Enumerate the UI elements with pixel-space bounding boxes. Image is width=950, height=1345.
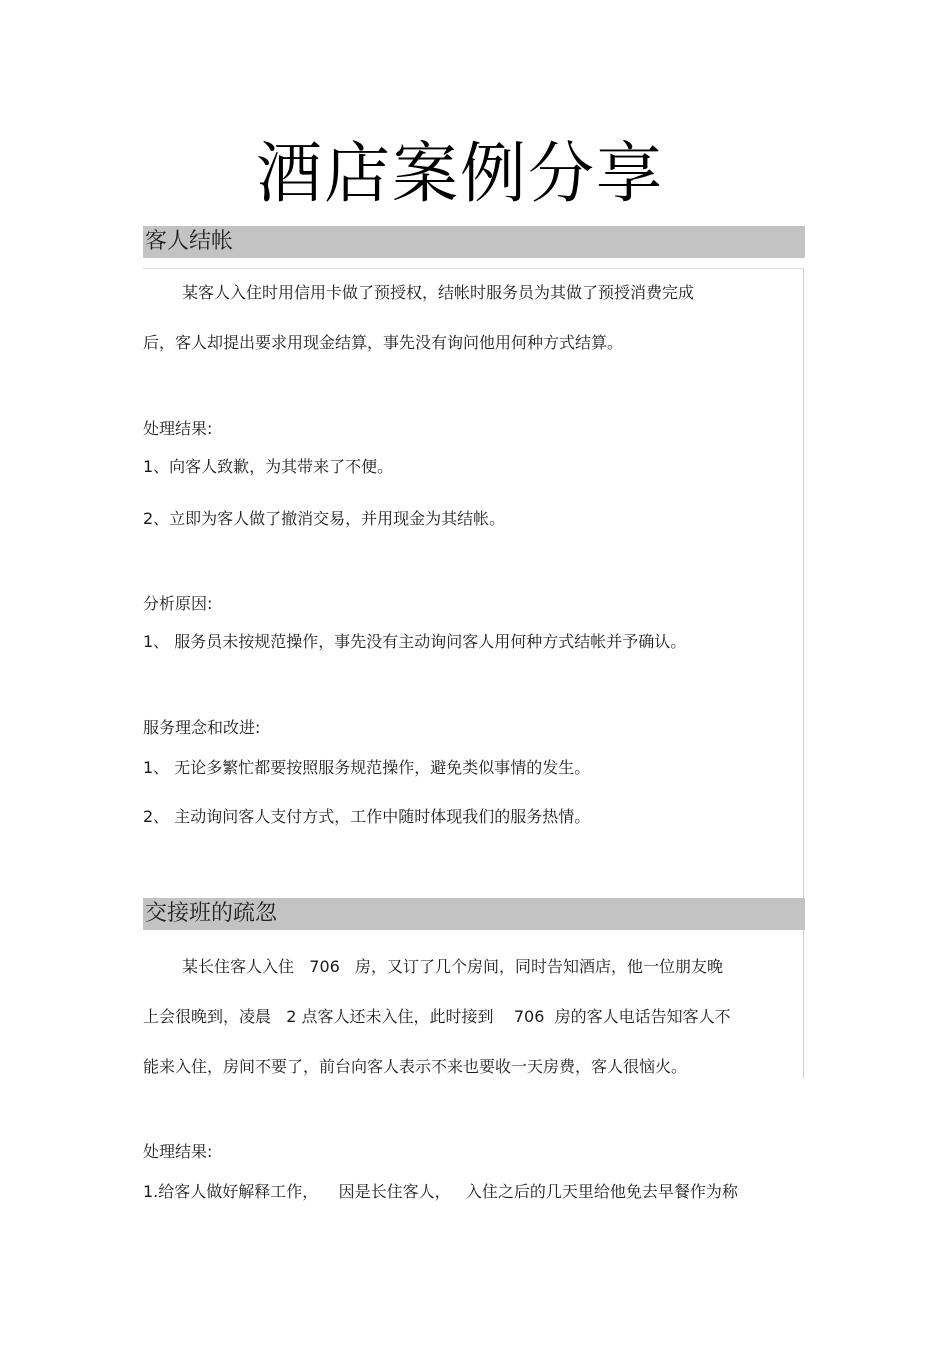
result-item: 1、向客人致歉，为其带来了不便。 xyxy=(143,457,394,476)
section-box-checkout xyxy=(143,268,804,899)
section-heading-shift-handover: 交接班的疏忽 xyxy=(143,898,805,930)
reason-item: 1、 服务员未按规范操作，事先没有主动询问客人用何种方式结帐并予确认。 xyxy=(143,632,687,651)
reason-label: 分析原因: xyxy=(143,594,213,613)
section-heading-checkout: 客人结帐 xyxy=(143,226,805,258)
document-title: 酒店案例分享 xyxy=(256,135,664,212)
improve-item: 2、 主动询问客人支付方式，工作中随时体现我们的服务热情。 xyxy=(143,807,591,826)
improve-label: 服务理念和改进: xyxy=(143,718,261,737)
paragraph-line: 某客人入住时用信用卡做了预授权，结帐时服务员为其做了预授消费完成 xyxy=(182,283,695,302)
result-item: 2、立即为客人做了撤消交易，并用现金为其结帐。 xyxy=(143,509,506,528)
paragraph-line: 上会很晚到，凌晨 2 点客人还未入住，此时接到 706 房的客人电话告知客人不 xyxy=(143,1007,731,1026)
result-label: 处理结果: xyxy=(143,419,213,438)
paragraph-line: 某长住客人入住 706 房，又订了几个房间，同时告知酒店，他一位朋友晚 xyxy=(182,957,724,976)
result-label: 处理结果: xyxy=(143,1142,213,1161)
paragraph-line: 后，客人却提出要求用现金结算，事先没有询问他用何种方式结算。 xyxy=(143,333,624,352)
result-item: 1.给客人做好解释工作， 因是长住客人， 入住之后的几天里给他免去早餐作为称 xyxy=(143,1182,738,1201)
improve-item: 1、 无论多繁忙都要按照服务规范操作，避免类似事情的发生。 xyxy=(143,758,591,777)
paragraph-line: 能来入住，房间不要了，前台向客人表示不来也要收一天房费，客人很恼火。 xyxy=(143,1057,688,1076)
